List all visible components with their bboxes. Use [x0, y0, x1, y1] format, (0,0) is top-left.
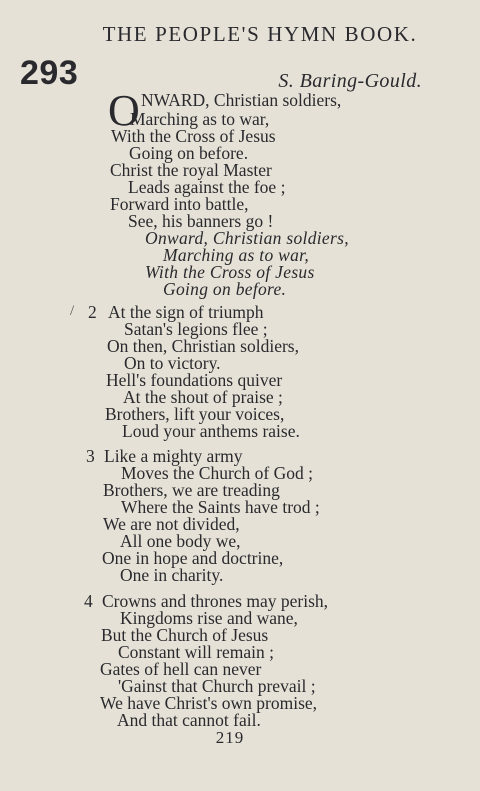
- verse2-line: Satan's legions flee ;: [124, 319, 268, 339]
- author: S. Baring-Gould.: [278, 70, 422, 92]
- verse4-line: Kingdoms rise and wane,: [120, 608, 298, 628]
- verse4-line: We have Christ's own promise,: [100, 693, 318, 713]
- verse3-line: Brothers, we are treading: [103, 480, 280, 500]
- hymn-number: 293: [20, 54, 79, 92]
- verse-number: 4: [84, 591, 93, 611]
- verse-number: 2: [88, 302, 97, 322]
- verse2-line: Hell's foundations quiver: [106, 370, 283, 390]
- verse1-line: With the Cross of Jesus: [111, 126, 276, 146]
- verse4-line: 'Gainst that Church prevail ;: [118, 676, 316, 696]
- verse1-line: Marching as to war,: [130, 109, 270, 129]
- verse2-line: On to victory.: [124, 353, 221, 373]
- verse1-line: Forward into battle,: [110, 194, 249, 214]
- verse2-line: Loud your anthems raise.: [122, 421, 300, 441]
- verse1-line: Going on before.: [129, 143, 249, 163]
- verse3-line: One in charity.: [120, 565, 224, 585]
- chorus-line: Onward, Christian soldiers,: [145, 228, 349, 248]
- verse4-line: Crowns and thrones may perish,: [102, 591, 329, 611]
- verse3-line: Where the Saints have trod ;: [121, 497, 320, 517]
- verse1-line: Leads against the foe ;: [128, 177, 286, 197]
- verse3-line: Like a mighty army: [104, 446, 243, 466]
- verse3-line: One in hope and doctrine,: [102, 548, 284, 568]
- verse2-line: Brothers, lift your voices,: [105, 404, 285, 424]
- verse4-line: But the Church of Jesus: [101, 625, 269, 645]
- verse1-line: Christ the royal Master: [110, 160, 272, 180]
- page-number: 219: [215, 728, 245, 747]
- verse4-line: And that cannot fail.: [117, 710, 261, 730]
- verse-number: 3: [86, 446, 95, 466]
- verse2-line: At the shout of praise ;: [123, 387, 283, 407]
- drop-cap: O: [108, 86, 140, 135]
- verse2-line: At the sign of triumph: [108, 302, 264, 322]
- verse1-line: NWARD, Christian soldiers,: [141, 90, 342, 110]
- chorus-line: With the Cross of Jesus: [145, 262, 315, 282]
- verse3-line: Moves the Church of God ;: [121, 463, 313, 483]
- verse2-line: On then, Christian soldiers,: [107, 336, 299, 356]
- margin-mark: /: [70, 303, 75, 319]
- chorus-line: Marching as to war,: [163, 245, 310, 265]
- verse3-line: All one body we,: [120, 531, 241, 551]
- verse1-line: See, his banners go !: [128, 211, 274, 231]
- verse4-line: Constant will remain ;: [118, 642, 275, 662]
- verse3-line: We are not divided,: [103, 514, 240, 534]
- book-title: THE PEOPLE'S HYMN BOOK.: [102, 22, 418, 46]
- verse4-line: Gates of hell can never: [100, 659, 262, 679]
- chorus-line: Going on before.: [163, 279, 287, 299]
